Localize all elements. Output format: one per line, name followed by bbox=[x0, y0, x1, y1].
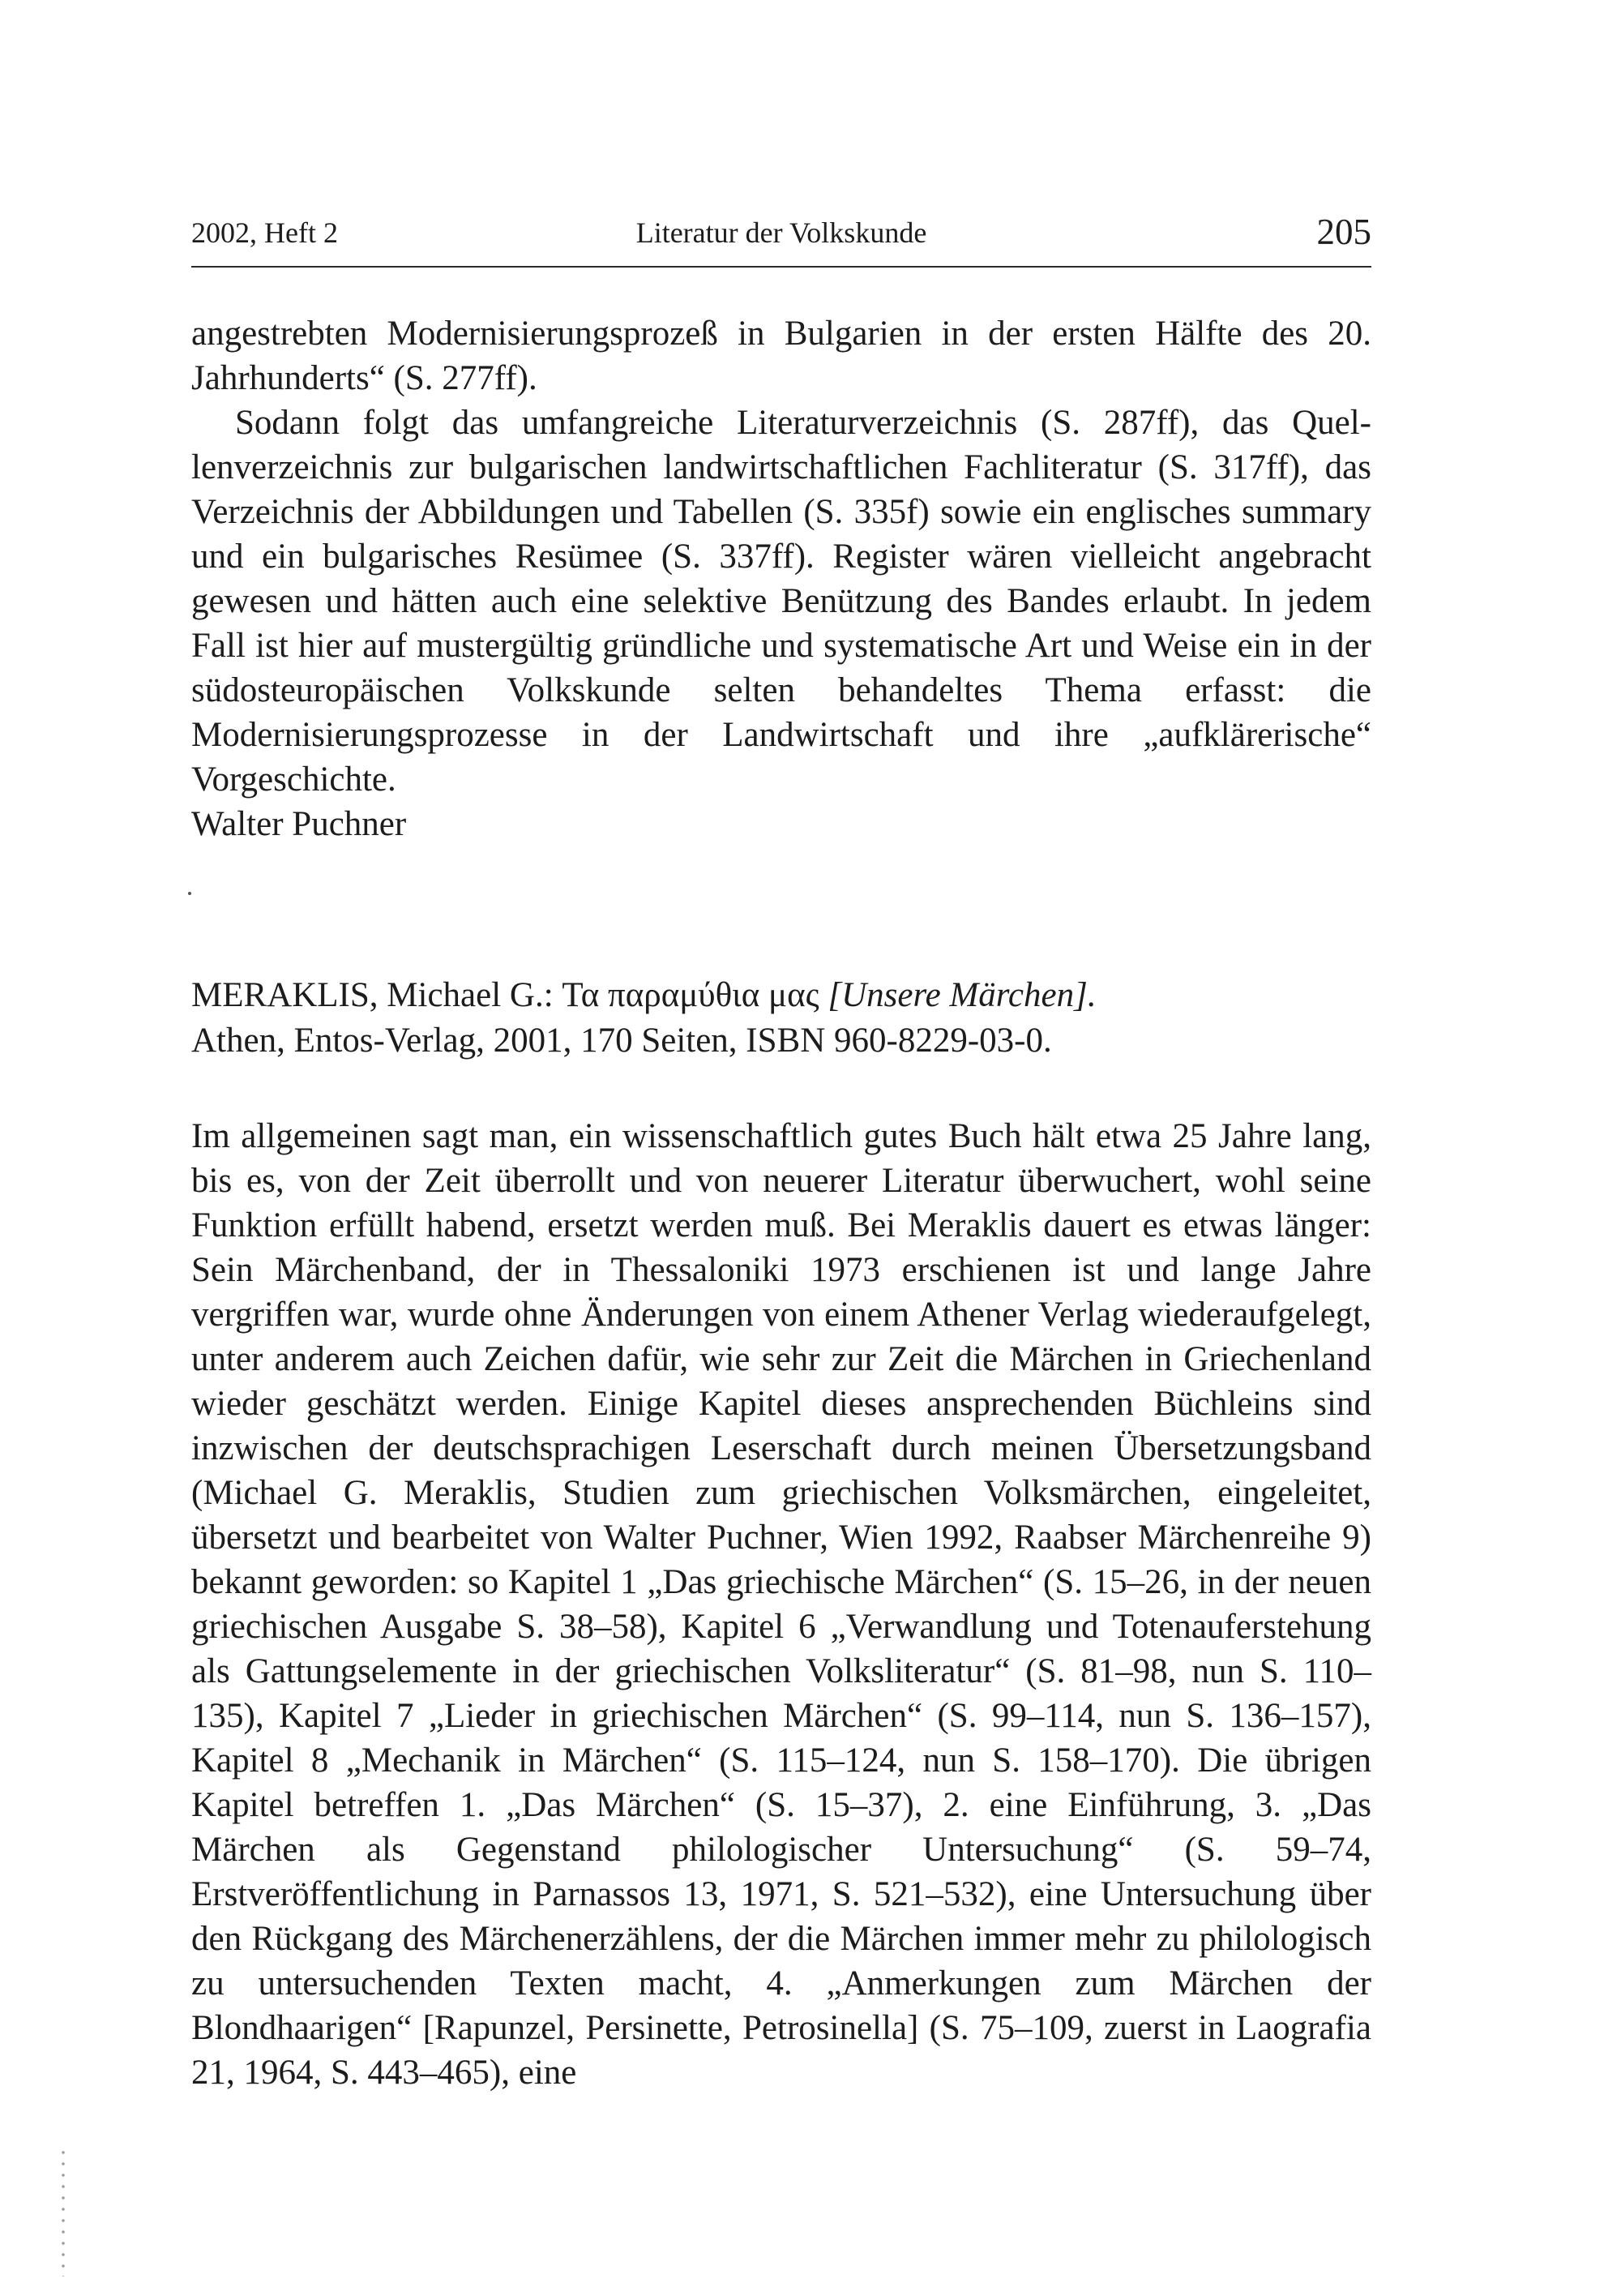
page-number: 205 bbox=[1316, 212, 1371, 252]
reviewer-signature: Walter Puchner bbox=[191, 805, 407, 843]
review-paragraph: Sodann folgt das umfangreiche Literaturverzeichnis (S. 287ff), das Quellenverzeichnis zur bulgarischen landwirtschaftlichen Fachliteratur (S. 317ff), das Verzeichnis der Abbildungen und Tabellen (S. 335f) sowie ein englisches summary und ein bulgarisches Resümee (S. 337ff). Register wären vielleicht angebracht gewesen und hätten auch eine selektive Benützung des Bandes erlaubt. In jedem Fall ist hier auf mustergültig gründliche und systematische Art und Weise ein in der südosteuropäischen Volkskunde selten behandeltes Thema erfasst: die Modernisierungsprozesse in der Landwirtschaft und ihre „aufklärerische“ Vorgeschichte. bbox=[191, 404, 1371, 799]
review-paragraph: Im allgemeinen sagt man, ein wissenschaftlich gutes Buch hält etwa 25 Jahre lang, bis es, von der Zeit überrollt und von neuerer Literatur überwuchert, wohl seine Funktion erfüllt habend, ersetzt werden muß. Bei Meraklis dauert es etwas länger: Sein Märchenband, der in Thessaloniki 1973 erschienen ist und lange Jahre vergriffen war, wurde ohne Änderungen von einem Athener Verlag wiederaufgelegt, unter anderem auch Zeichen dafür, wie sehr zur Zeit die Märchen in Griechenland wieder geschätzt werden. Einige Kapitel dieses ansprechenden Büchleins sind inzwischen der deutschsprachigen Leserschaft durch meinen Übersetzungsband (Michael G. Meraklis, Studien zum griechischen Volksmärchen, eingeleitet, übersetzt und bearbeitet von Walter Puchner, Wien 1992, Raabser Märchenreihe 9) bekannt geworden: so Kapitel 1 „Das griechische Märchen“ (S. 15–26, in der neuen griechischen Ausgabe S. 38–58), Kapitel 6 „Verwandlung und Totenauferstehung als Gattungselemente in der griechischen Volksliteratur“ (S. 81–98, nun S. 110–135), Kapitel 7 „Lieder in griechischen Märchen“ (S. 99–114, nun S. 136–157), Kapitel 8 „Mechanik in Märchen“ (S. 115–124, nun S. 158–170). Die übrigen Kapitel betreffen 1. „Das Märchen“ (S. 15–37), 2. eine Einführung, 3. „Das Märchen als Gegenstand philologischer Untersuchung“ (S. 59–74, Erstveröffentlichung in Parnassos 13, 1971, S. 521–532), eine Untersuchung über den Rückgang des Märchenerzählens, der die Märchen immer mehr zu philologisch zu untersuchenden Texten macht, 4. „Anmerkungen zum Märchen der Blondhaarigen“ [Rapunzel, Persinette, Petrosinella] (S. 75–109, zuerst in Laografia 21, 1964, S. 443–465), eine bbox=[191, 1117, 1371, 2092]
review-continuation bbox=[191, 311, 1371, 846]
entry-publication-details: Athen, Entos-Verlag, 2001, 170 Seiten, ISBN 960-8229-03-0. bbox=[191, 1022, 1052, 1060]
review-bibliographic-entry bbox=[191, 973, 1371, 1064]
print-speck bbox=[188, 892, 191, 895]
review-paragraph: angestrebten Modernisierungsprozeß in Bulgarien in der ersten Hälfte des 20. Jahrhunderts“ (S. 277ff). bbox=[191, 315, 1371, 397]
issue-label: 2002, Heft 2 bbox=[191, 216, 338, 249]
running-head bbox=[191, 209, 1371, 258]
entry-title-translation: [Unsere Märchen]. bbox=[828, 976, 1097, 1014]
header-rule bbox=[191, 266, 1371, 268]
entry-author-title: MERAKLIS, Michael G.: Τα παραμύθια μας bbox=[191, 976, 828, 1014]
scan-edge-marks bbox=[62, 2147, 65, 2277]
journal-section-title: Literatur der Volkskunde bbox=[635, 216, 927, 249]
review-body bbox=[191, 1114, 1371, 2095]
entry-title-line bbox=[191, 973, 1371, 1018]
